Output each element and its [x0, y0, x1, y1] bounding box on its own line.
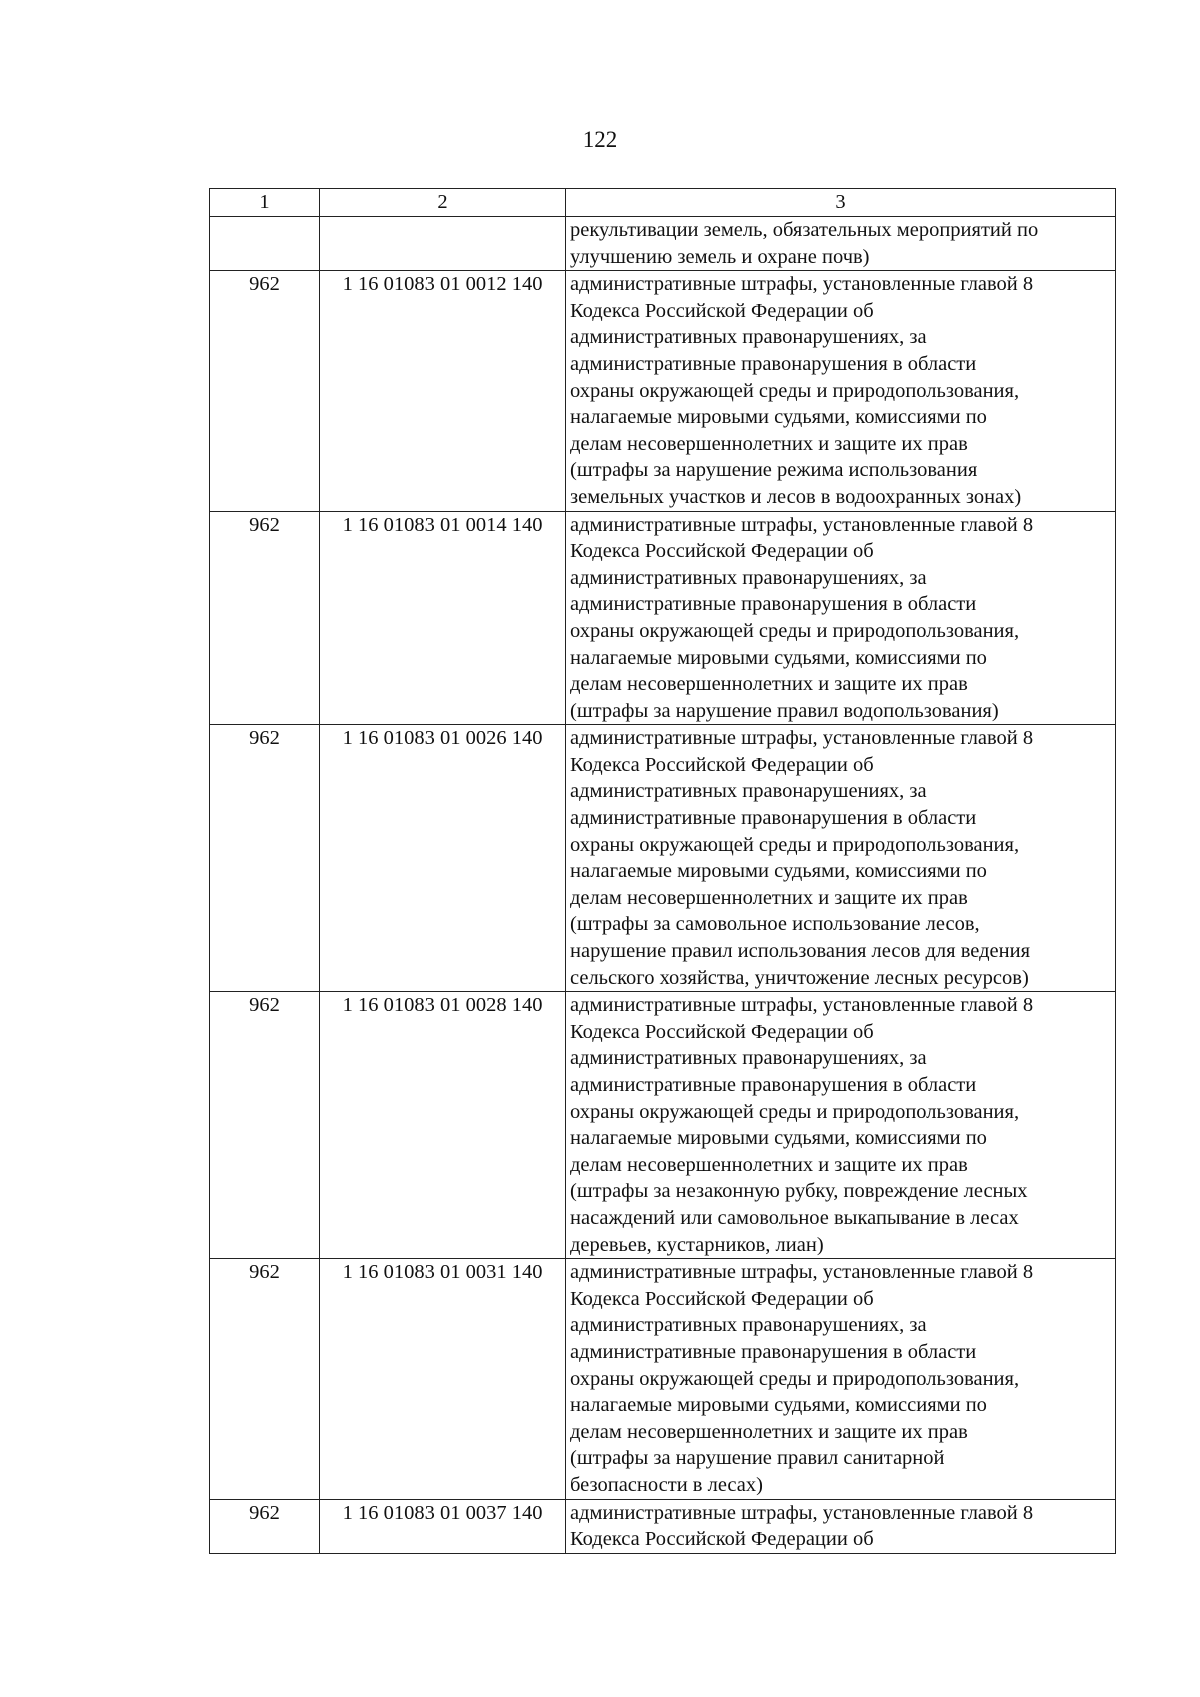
table-row — [210, 1499, 1116, 1553]
admin-code-cell: 962 — [210, 511, 320, 725]
description-line: административные штрафы, установленные главой 8 — [570, 513, 1034, 536]
income-code-cell: 1 16 01083 01 0028 140 — [320, 992, 566, 1259]
description-line: административные правонарушения в области — [570, 1340, 977, 1363]
table-row — [210, 725, 1116, 992]
description-line: земельных участков и лесов в водоохранных зонах) — [570, 485, 1022, 508]
description-line: Кодекса Российской Федерации об — [570, 299, 874, 322]
description-line: административных правонарушениях, за — [570, 780, 927, 803]
header-row — [210, 189, 1116, 217]
description-line: административные штрафы, установленные главой 8 — [570, 727, 1034, 750]
description-line: административных правонарушениях, за — [570, 326, 927, 349]
description-line: (штрафы за самовольное использование лесов, — [570, 913, 980, 936]
income-code-cell — [320, 217, 566, 271]
description-line: сельского хозяйства, уничтожение лесных ресурсов) — [570, 966, 1029, 989]
description-line: административные штрафы, установленные главой 8 — [570, 273, 1034, 296]
description-line: улучшению земель и охране почв) — [570, 245, 870, 268]
page-number: 122 — [582, 127, 618, 152]
income-code-cell: 1 16 01083 01 0012 140 — [320, 271, 566, 511]
description-cell — [566, 217, 1116, 271]
table-row — [210, 217, 1116, 271]
description-cell — [566, 725, 1116, 992]
table-row — [210, 1259, 1116, 1499]
description-line: нарушение правил использования лесов для ведения — [570, 940, 1030, 963]
admin-code-cell: 962 — [210, 1259, 320, 1499]
income-codes-table — [209, 188, 1116, 1554]
description-line: административных правонарушениях, за — [570, 566, 927, 589]
admin-code-cell: 962 — [210, 725, 320, 992]
description-line: административные правонарушения в области — [570, 593, 977, 616]
income-code-cell: 1 16 01083 01 0031 140 — [320, 1259, 566, 1499]
admin-code-cell: 962 — [210, 992, 320, 1259]
income-code-cell: 1 16 01083 01 0037 140 — [320, 1499, 566, 1553]
description-line: налагаемые мировыми судьями, комиссиями по — [570, 1394, 987, 1417]
description-line: Кодекса Российской Федерации об — [570, 1287, 874, 1310]
description-cell — [566, 511, 1116, 725]
description-line: делам несовершеннолетних и защите их прав — [570, 432, 968, 455]
description-cell — [566, 1259, 1116, 1499]
description-line: налагаемые мировыми судьями, комиссиями по — [570, 406, 987, 429]
admin-code-cell: 962 — [210, 271, 320, 511]
description-line: административных правонарушениях, за — [570, 1314, 927, 1337]
description-line: Кодекса Российской Федерации об — [570, 1528, 874, 1551]
description-line: административных правонарушениях, за — [570, 1047, 927, 1070]
table-header — [210, 189, 1116, 217]
income-code-cell: 1 16 01083 01 0026 140 — [320, 725, 566, 992]
column-header-1: 1 — [210, 189, 320, 217]
description-line: делам несовершеннолетних и защите их прав — [570, 1153, 968, 1176]
description-line: охраны окружающей среды и природопользования, — [570, 1367, 1020, 1390]
description-line: административные штрафы, установленные главой 8 — [570, 1261, 1034, 1284]
description-line: охраны окружающей среды и природопользования, — [570, 1100, 1020, 1123]
description-line: Кодекса Российской Федерации об — [570, 1020, 874, 1043]
income-code-cell: 1 16 01083 01 0014 140 — [320, 511, 566, 725]
description-line: административные штрафы, установленные главой 8 — [570, 994, 1034, 1017]
description-line: административные штрафы, установленные главой 8 — [570, 1501, 1034, 1524]
column-header-2: 2 — [320, 189, 566, 217]
table-row — [210, 271, 1116, 511]
description-line: делам несовершеннолетних и защите их прав — [570, 886, 968, 909]
description-line: (штрафы за незаконную рубку, повреждение лесных — [570, 1180, 1028, 1203]
column-header-3: 3 — [566, 189, 1116, 217]
description-line: насаждений или самовольное выкапывание в лесах — [570, 1206, 1019, 1229]
table-body — [210, 217, 1116, 1554]
description-line: (штрафы за нарушение правил водопользования) — [570, 699, 999, 722]
description-line: Кодекса Российской Федерации об — [570, 540, 874, 563]
table-row — [210, 511, 1116, 725]
admin-code-cell — [210, 217, 320, 271]
description-cell — [566, 271, 1116, 511]
description-line: делам несовершеннолетних и защите их прав — [570, 673, 968, 696]
description-line: охраны окружающей среды и природопользования, — [570, 833, 1020, 856]
description-line: налагаемые мировыми судьями, комиссиями по — [570, 646, 987, 669]
description-cell — [566, 992, 1116, 1259]
description-line: рекультивации земель, обязательных мероприятий по — [570, 219, 1039, 241]
description-line: налагаемые мировыми судьями, комиссиями по — [570, 1127, 987, 1150]
description-line: безопасности в лесах) — [570, 1473, 763, 1496]
description-line: охраны окружающей среды и природопользования, — [570, 379, 1020, 402]
description-line: Кодекса Российской Федерации об — [570, 753, 874, 776]
description-line: (штрафы за нарушение режима использования — [570, 459, 978, 482]
description-line: административные правонарушения в области — [570, 807, 977, 830]
description-cell — [566, 1499, 1116, 1553]
description-line: административные правонарушения в области — [570, 352, 977, 375]
description-line: охраны окружающей среды и природопользования, — [570, 619, 1020, 642]
description-line: делам несовершеннолетних и защите их прав — [570, 1420, 968, 1443]
admin-code-cell: 962 — [210, 1499, 320, 1553]
description-line: административные правонарушения в области — [570, 1074, 977, 1096]
table-row — [210, 992, 1116, 1259]
description-line: (штрафы за нарушение правил санитарной — [570, 1447, 945, 1470]
description-line: налагаемые мировыми судьями, комиссиями по — [570, 860, 987, 883]
description-line: деревьев, кустарников, лиан) — [570, 1233, 824, 1256]
